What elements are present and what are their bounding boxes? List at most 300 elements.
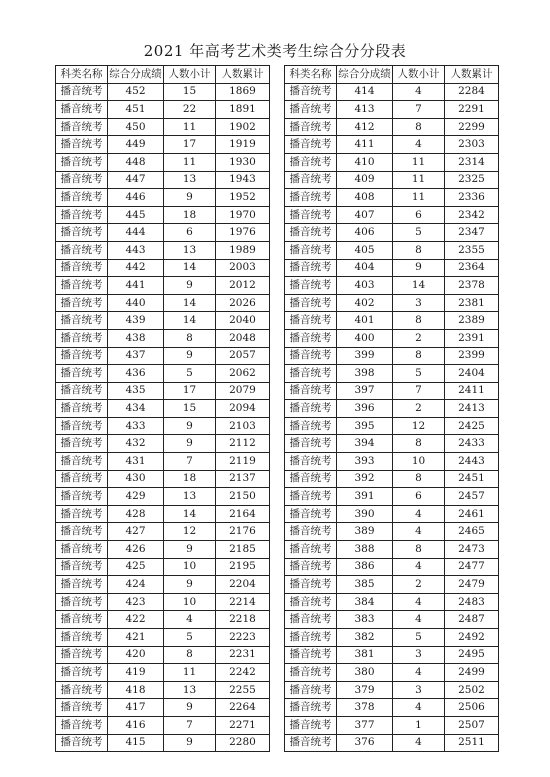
cell-cumulative: 1891 bbox=[216, 101, 270, 119]
table-header-row bbox=[56, 66, 270, 84]
cell-category: 播音统考 bbox=[285, 646, 337, 664]
cell-category: 播音统考 bbox=[285, 734, 337, 752]
table-row bbox=[285, 277, 499, 295]
cell-count: 14 bbox=[164, 259, 216, 277]
table-row bbox=[285, 347, 499, 365]
cell-cumulative: 1930 bbox=[216, 153, 270, 171]
cell-count: 4 bbox=[393, 83, 445, 101]
cell-count: 11 bbox=[164, 664, 216, 682]
table-row bbox=[285, 716, 499, 734]
cell-category: 播音统考 bbox=[285, 611, 337, 629]
table-row bbox=[56, 224, 270, 242]
cell-category: 播音统考 bbox=[56, 294, 108, 312]
cell-cumulative: 2094 bbox=[216, 400, 270, 418]
cell-category: 播音统考 bbox=[56, 576, 108, 594]
cell-category: 播音统考 bbox=[285, 629, 337, 647]
table-row bbox=[285, 312, 499, 330]
cell-category: 播音统考 bbox=[285, 277, 337, 295]
cell-category: 播音统考 bbox=[285, 716, 337, 734]
cell-category: 播音统考 bbox=[285, 470, 337, 488]
cell-score: 444 bbox=[108, 224, 164, 242]
table-row bbox=[56, 347, 270, 365]
cell-cumulative: 2347 bbox=[445, 224, 499, 242]
cell-category: 播音统考 bbox=[285, 365, 337, 383]
cell-count: 4 bbox=[393, 558, 445, 576]
table-row bbox=[56, 681, 270, 699]
cell-count: 9 bbox=[164, 347, 216, 365]
cell-category: 播音统考 bbox=[285, 505, 337, 523]
cell-count: 4 bbox=[393, 699, 445, 717]
cell-count: 10 bbox=[393, 453, 445, 471]
cell-cumulative: 1989 bbox=[216, 241, 270, 259]
cell-cumulative: 2314 bbox=[445, 153, 499, 171]
cell-category: 播音统考 bbox=[285, 329, 337, 347]
table-row bbox=[56, 118, 270, 136]
cell-count: 11 bbox=[393, 189, 445, 207]
table-row bbox=[285, 241, 499, 259]
cell-cumulative: 2477 bbox=[445, 558, 499, 576]
cell-cumulative: 2195 bbox=[216, 558, 270, 576]
table-row bbox=[285, 576, 499, 594]
table-row bbox=[56, 453, 270, 471]
cell-category: 播音统考 bbox=[56, 558, 108, 576]
table-row bbox=[285, 699, 499, 717]
cell-cumulative: 2425 bbox=[445, 417, 499, 435]
cell-cumulative: 2457 bbox=[445, 488, 499, 506]
cell-category: 播音统考 bbox=[56, 646, 108, 664]
cell-count: 18 bbox=[164, 206, 216, 224]
cell-cumulative: 2057 bbox=[216, 347, 270, 365]
table-row bbox=[56, 171, 270, 189]
cell-count: 14 bbox=[164, 294, 216, 312]
table-row bbox=[285, 329, 499, 347]
table-row bbox=[285, 136, 499, 154]
cell-cumulative: 2502 bbox=[445, 681, 499, 699]
cell-count: 8 bbox=[393, 118, 445, 136]
cell-category: 播音统考 bbox=[56, 277, 108, 295]
cell-category: 播音统考 bbox=[56, 259, 108, 277]
cell-cumulative: 2062 bbox=[216, 365, 270, 383]
table-row bbox=[56, 646, 270, 664]
table-row bbox=[285, 417, 499, 435]
cell-score: 427 bbox=[108, 523, 164, 541]
table-row bbox=[285, 593, 499, 611]
cell-category: 播音统考 bbox=[285, 101, 337, 119]
table-row bbox=[56, 523, 270, 541]
table-row bbox=[285, 646, 499, 664]
cell-cumulative: 2264 bbox=[216, 699, 270, 717]
cell-count: 13 bbox=[164, 488, 216, 506]
table-row bbox=[285, 294, 499, 312]
cell-score: 400 bbox=[337, 329, 393, 347]
cell-count: 9 bbox=[164, 417, 216, 435]
cell-category: 播音统考 bbox=[285, 312, 337, 330]
table-row bbox=[285, 523, 499, 541]
cell-category: 播音统考 bbox=[56, 224, 108, 242]
table-row bbox=[56, 417, 270, 435]
cell-score: 395 bbox=[337, 417, 393, 435]
cell-score: 420 bbox=[108, 646, 164, 664]
cell-count: 17 bbox=[164, 382, 216, 400]
cell-cumulative: 2214 bbox=[216, 593, 270, 611]
table-row bbox=[56, 101, 270, 119]
cell-score: 428 bbox=[108, 505, 164, 523]
cell-cumulative: 1919 bbox=[216, 136, 270, 154]
cell-category: 播音统考 bbox=[56, 664, 108, 682]
cell-count: 9 bbox=[164, 541, 216, 559]
cell-category: 播音统考 bbox=[285, 681, 337, 699]
cell-cumulative: 2291 bbox=[445, 101, 499, 119]
cell-count: 4 bbox=[393, 593, 445, 611]
cell-category: 播音统考 bbox=[285, 593, 337, 611]
cell-count: 8 bbox=[164, 329, 216, 347]
table-row bbox=[56, 435, 270, 453]
cell-cumulative: 2399 bbox=[445, 347, 499, 365]
table-row bbox=[56, 206, 270, 224]
cell-count: 3 bbox=[393, 646, 445, 664]
cell-cumulative: 2112 bbox=[216, 435, 270, 453]
cell-score: 416 bbox=[108, 716, 164, 734]
cell-score: 424 bbox=[108, 576, 164, 594]
cell-score: 421 bbox=[108, 629, 164, 647]
table-row bbox=[56, 541, 270, 559]
cell-score: 436 bbox=[108, 365, 164, 383]
cell-cumulative: 2433 bbox=[445, 435, 499, 453]
cell-cumulative: 1943 bbox=[216, 171, 270, 189]
cell-score: 398 bbox=[337, 365, 393, 383]
table-row bbox=[56, 611, 270, 629]
cell-count: 4 bbox=[393, 523, 445, 541]
table-row bbox=[56, 83, 270, 101]
cell-count: 9 bbox=[164, 576, 216, 594]
cell-category: 播音统考 bbox=[285, 136, 337, 154]
table-row bbox=[285, 629, 499, 647]
cell-count: 4 bbox=[393, 505, 445, 523]
cell-cumulative: 2218 bbox=[216, 611, 270, 629]
cell-category: 播音统考 bbox=[56, 734, 108, 752]
table-row bbox=[285, 206, 499, 224]
cell-category: 播音统考 bbox=[285, 294, 337, 312]
cell-cumulative: 2271 bbox=[216, 716, 270, 734]
cell-count: 6 bbox=[393, 206, 445, 224]
cell-category: 播音统考 bbox=[285, 224, 337, 242]
cell-cumulative: 2176 bbox=[216, 523, 270, 541]
table-body-right bbox=[285, 83, 499, 752]
cell-score: 399 bbox=[337, 347, 393, 365]
cell-category: 播音统考 bbox=[285, 347, 337, 365]
cell-category: 播音统考 bbox=[56, 382, 108, 400]
cell-cumulative: 2483 bbox=[445, 593, 499, 611]
cell-cumulative: 2040 bbox=[216, 312, 270, 330]
cell-score: 413 bbox=[337, 101, 393, 119]
cell-count: 17 bbox=[164, 136, 216, 154]
cell-category: 播音统考 bbox=[285, 453, 337, 471]
cell-score: 447 bbox=[108, 171, 164, 189]
cell-count: 11 bbox=[164, 153, 216, 171]
table-row bbox=[285, 558, 499, 576]
table-row bbox=[285, 435, 499, 453]
cell-cumulative: 2342 bbox=[445, 206, 499, 224]
cell-score: 394 bbox=[337, 435, 393, 453]
cell-category: 播音统考 bbox=[56, 417, 108, 435]
header-category: 科类名称 bbox=[56, 66, 108, 84]
table-row bbox=[285, 259, 499, 277]
cell-count: 7 bbox=[164, 453, 216, 471]
cell-count: 9 bbox=[164, 277, 216, 295]
cell-category: 播音统考 bbox=[56, 453, 108, 471]
table-row bbox=[56, 734, 270, 752]
table-header-row bbox=[285, 66, 499, 84]
cell-category: 播音统考 bbox=[56, 470, 108, 488]
cell-cumulative: 2378 bbox=[445, 277, 499, 295]
cell-score: 392 bbox=[337, 470, 393, 488]
table-row bbox=[56, 312, 270, 330]
cell-category: 播音统考 bbox=[285, 558, 337, 576]
cell-count: 7 bbox=[393, 382, 445, 400]
cell-cumulative: 2137 bbox=[216, 470, 270, 488]
cell-count: 10 bbox=[164, 558, 216, 576]
cell-count: 8 bbox=[164, 646, 216, 664]
cell-cumulative: 2364 bbox=[445, 259, 499, 277]
cell-count: 5 bbox=[164, 365, 216, 383]
cell-count: 9 bbox=[164, 435, 216, 453]
cell-category: 播音统考 bbox=[56, 171, 108, 189]
cell-category: 播音统考 bbox=[285, 435, 337, 453]
cell-count: 15 bbox=[164, 83, 216, 101]
cell-category: 播音统考 bbox=[56, 488, 108, 506]
cell-cumulative: 2465 bbox=[445, 523, 499, 541]
cell-category: 播音统考 bbox=[56, 118, 108, 136]
cell-cumulative: 2381 bbox=[445, 294, 499, 312]
table-row bbox=[56, 294, 270, 312]
table-row bbox=[56, 329, 270, 347]
cell-cumulative: 2391 bbox=[445, 329, 499, 347]
cell-category: 播音统考 bbox=[285, 153, 337, 171]
cell-cumulative: 2284 bbox=[445, 83, 499, 101]
cell-category: 播音统考 bbox=[56, 206, 108, 224]
table-row bbox=[56, 664, 270, 682]
cell-score: 405 bbox=[337, 241, 393, 259]
cell-score: 390 bbox=[337, 505, 393, 523]
cell-count: 13 bbox=[164, 681, 216, 699]
cell-score: 385 bbox=[337, 576, 393, 594]
cell-cumulative: 1976 bbox=[216, 224, 270, 242]
cell-cumulative: 2185 bbox=[216, 541, 270, 559]
cell-score: 377 bbox=[337, 716, 393, 734]
cell-score: 448 bbox=[108, 153, 164, 171]
cell-count: 13 bbox=[164, 171, 216, 189]
cell-category: 播音统考 bbox=[56, 523, 108, 541]
cell-count: 4 bbox=[393, 136, 445, 154]
cell-cumulative: 2443 bbox=[445, 453, 499, 471]
cell-score: 381 bbox=[337, 646, 393, 664]
cell-count: 5 bbox=[164, 629, 216, 647]
cell-category: 播音统考 bbox=[56, 189, 108, 207]
cell-category: 播音统考 bbox=[56, 312, 108, 330]
cell-count: 8 bbox=[393, 347, 445, 365]
table-row bbox=[56, 558, 270, 576]
cell-cumulative: 1970 bbox=[216, 206, 270, 224]
table-row bbox=[56, 505, 270, 523]
header-count: 人数小计 bbox=[393, 66, 445, 84]
cell-score: 430 bbox=[108, 470, 164, 488]
table-row bbox=[285, 400, 499, 418]
cell-score: 407 bbox=[337, 206, 393, 224]
cell-cumulative: 2204 bbox=[216, 576, 270, 594]
cell-cumulative: 2119 bbox=[216, 453, 270, 471]
cell-count: 10 bbox=[164, 593, 216, 611]
cell-category: 播音统考 bbox=[56, 435, 108, 453]
cell-score: 382 bbox=[337, 629, 393, 647]
table-row bbox=[56, 488, 270, 506]
cell-count: 3 bbox=[393, 294, 445, 312]
cell-count: 2 bbox=[393, 576, 445, 594]
cell-score: 431 bbox=[108, 453, 164, 471]
cell-count: 9 bbox=[164, 699, 216, 717]
cell-cumulative: 2336 bbox=[445, 189, 499, 207]
cell-count: 2 bbox=[393, 400, 445, 418]
cell-category: 播音统考 bbox=[56, 699, 108, 717]
table-row bbox=[285, 83, 499, 101]
table-row bbox=[285, 488, 499, 506]
cell-count: 8 bbox=[393, 470, 445, 488]
table-row bbox=[285, 470, 499, 488]
cell-count: 1 bbox=[393, 716, 445, 734]
cell-count: 8 bbox=[393, 541, 445, 559]
cell-count: 15 bbox=[164, 400, 216, 418]
cell-count: 2 bbox=[393, 329, 445, 347]
table-row bbox=[285, 224, 499, 242]
cell-cumulative: 2164 bbox=[216, 505, 270, 523]
cell-cumulative: 2103 bbox=[216, 417, 270, 435]
cell-score: 376 bbox=[337, 734, 393, 752]
cell-cumulative: 2048 bbox=[216, 329, 270, 347]
table-row bbox=[285, 118, 499, 136]
cell-score: 384 bbox=[337, 593, 393, 611]
table-row bbox=[285, 382, 499, 400]
table-row bbox=[56, 629, 270, 647]
cell-score: 441 bbox=[108, 277, 164, 295]
cell-score: 408 bbox=[337, 189, 393, 207]
cell-score: 396 bbox=[337, 400, 393, 418]
cell-category: 播音统考 bbox=[285, 206, 337, 224]
cell-score: 437 bbox=[108, 347, 164, 365]
cell-score: 409 bbox=[337, 171, 393, 189]
cell-cumulative: 2150 bbox=[216, 488, 270, 506]
cell-category: 播音统考 bbox=[285, 400, 337, 418]
cell-score: 380 bbox=[337, 664, 393, 682]
cell-score: 429 bbox=[108, 488, 164, 506]
cell-score: 449 bbox=[108, 136, 164, 154]
cell-cumulative: 2492 bbox=[445, 629, 499, 647]
cell-count: 18 bbox=[164, 470, 216, 488]
cell-category: 播音统考 bbox=[56, 541, 108, 559]
cell-score: 402 bbox=[337, 294, 393, 312]
cell-cumulative: 2473 bbox=[445, 541, 499, 559]
table-row bbox=[285, 734, 499, 752]
cell-cumulative: 2506 bbox=[445, 699, 499, 717]
cell-category: 播音统考 bbox=[56, 629, 108, 647]
cell-cumulative: 1869 bbox=[216, 83, 270, 101]
cell-count: 4 bbox=[393, 664, 445, 682]
cell-score: 393 bbox=[337, 453, 393, 471]
score-table-right bbox=[284, 65, 499, 752]
cell-score: 414 bbox=[337, 83, 393, 101]
cell-score: 426 bbox=[108, 541, 164, 559]
table-row bbox=[56, 189, 270, 207]
cell-cumulative: 2451 bbox=[445, 470, 499, 488]
cell-score: 388 bbox=[337, 541, 393, 559]
cell-score: 411 bbox=[337, 136, 393, 154]
cell-count: 9 bbox=[393, 259, 445, 277]
cell-cumulative: 2389 bbox=[445, 312, 499, 330]
cell-cumulative: 2404 bbox=[445, 365, 499, 383]
cell-category: 播音统考 bbox=[56, 400, 108, 418]
cell-count: 4 bbox=[164, 611, 216, 629]
cell-score: 425 bbox=[108, 558, 164, 576]
cell-count: 3 bbox=[393, 681, 445, 699]
cell-category: 播音统考 bbox=[285, 189, 337, 207]
cell-cumulative: 2479 bbox=[445, 576, 499, 594]
cell-cumulative: 1902 bbox=[216, 118, 270, 136]
table-row bbox=[56, 136, 270, 154]
table-row bbox=[56, 716, 270, 734]
cell-score: 452 bbox=[108, 83, 164, 101]
table-row bbox=[285, 171, 499, 189]
cell-count: 8 bbox=[393, 241, 445, 259]
cell-score: 410 bbox=[337, 153, 393, 171]
cell-count: 9 bbox=[164, 734, 216, 752]
cell-category: 播音统考 bbox=[285, 171, 337, 189]
cell-score: 391 bbox=[337, 488, 393, 506]
cell-score: 383 bbox=[337, 611, 393, 629]
cell-category: 播音统考 bbox=[56, 153, 108, 171]
cell-score: 432 bbox=[108, 435, 164, 453]
table-row bbox=[285, 101, 499, 119]
cell-count: 11 bbox=[393, 171, 445, 189]
cell-category: 播音统考 bbox=[56, 611, 108, 629]
page-title: 2021 年高考艺术类考生综合分分段表 bbox=[143, 42, 407, 60]
cell-cumulative: 2355 bbox=[445, 241, 499, 259]
cell-score: 451 bbox=[108, 101, 164, 119]
cell-score: 417 bbox=[108, 699, 164, 717]
table-row bbox=[56, 382, 270, 400]
cell-score: 379 bbox=[337, 681, 393, 699]
cell-cumulative: 1952 bbox=[216, 189, 270, 207]
header-cumulative: 人数累计 bbox=[216, 66, 270, 84]
cell-category: 播音统考 bbox=[285, 699, 337, 717]
cell-count: 7 bbox=[393, 101, 445, 119]
table-row bbox=[56, 365, 270, 383]
cell-score: 439 bbox=[108, 312, 164, 330]
table-row bbox=[56, 400, 270, 418]
table-row bbox=[285, 153, 499, 171]
cell-score: 438 bbox=[108, 329, 164, 347]
cell-cumulative: 2303 bbox=[445, 136, 499, 154]
table-row bbox=[285, 664, 499, 682]
cell-score: 435 bbox=[108, 382, 164, 400]
cell-category: 播音统考 bbox=[285, 118, 337, 136]
cell-count: 6 bbox=[164, 224, 216, 242]
cell-count: 13 bbox=[164, 241, 216, 259]
cell-cumulative: 2413 bbox=[445, 400, 499, 418]
table-row bbox=[285, 681, 499, 699]
cell-score: 445 bbox=[108, 206, 164, 224]
cell-cumulative: 2495 bbox=[445, 646, 499, 664]
cell-score: 406 bbox=[337, 224, 393, 242]
cell-count: 8 bbox=[393, 312, 445, 330]
cell-cumulative: 2255 bbox=[216, 681, 270, 699]
